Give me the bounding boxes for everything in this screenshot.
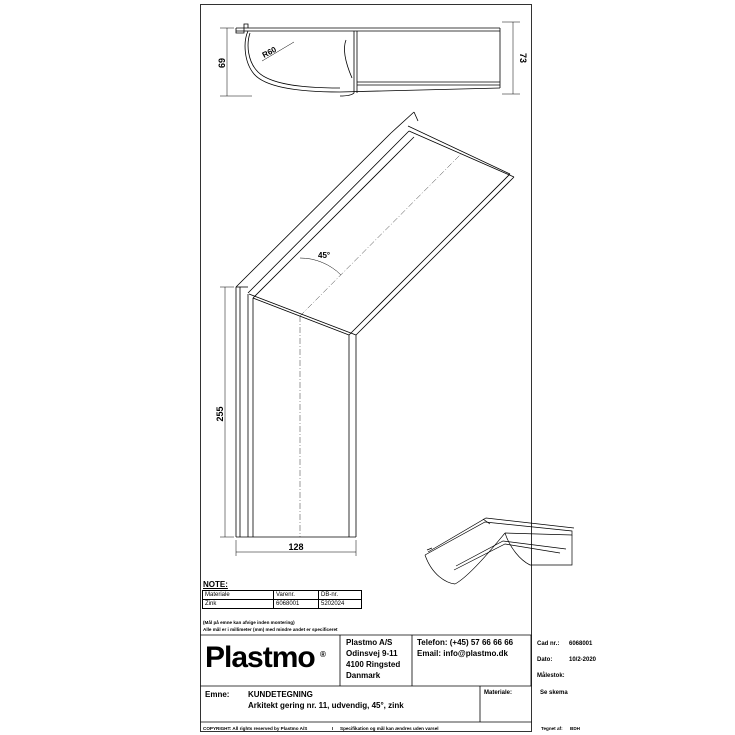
dim-width: 128 [288,542,304,552]
gutter-isometric-sketch [425,518,574,584]
spec-header-item-no: Varenr. [274,591,319,600]
company-phone: Telefon: (+45) 57 66 66 66 [417,638,514,647]
subject-description: Arkitekt gering nr. 11, udvendig, 45°, zink [248,701,404,710]
subject-title: KUNDETEGNING [248,690,313,699]
cad-number-value: 6068001 [569,641,593,647]
registered-mark-icon: ® [320,650,326,659]
note-title: NOTE: [203,580,228,589]
footer-separator: I [332,726,334,731]
date-label: Dato: [537,657,553,663]
plastmo-logo: Plastmo [205,641,315,674]
dim-angle: 45° [318,251,331,260]
copyright-text: COPYRIGHT: All rights reserved by Plastmo A/S [203,726,308,731]
spec-table-header [203,591,362,600]
spec-cell-item-no: 6068001 [274,600,319,609]
dim-height-right: 73 [518,52,528,64]
note-remark-units: Alle mål er i millimeter (mm) med mindre andet er specificeret [203,627,338,632]
date-value: 10/2-2020 [569,657,597,663]
drawn-by-label: Tegnet af: [541,726,563,731]
company-street: Odinsvej 9-11 [346,649,398,658]
footer-notice: Specifikation og mål kan ændres uden varsel [340,726,439,731]
company-email: Email: info@plastmo.dk [417,649,508,658]
company-city: 4100 Ringsted [346,660,401,669]
spec-cell-db-no: 5202024 [319,600,362,609]
drawn-by-value: BDH [570,726,580,731]
spec-table-row [203,600,362,609]
company-name: Plastmo A/S [346,638,393,647]
scale-label: Målestok: [537,673,565,679]
spec-table [202,590,362,609]
spec-header-db-no: DB-nr. [319,591,362,600]
cad-number-label: Cad nr.: [537,641,560,647]
material-label: Materiale: [484,690,513,696]
material-value: Se skema [540,690,568,696]
gutter-plan-view [220,112,514,556]
note-remark-tolerance: (Mål på emne kan afvige inden montering) [203,620,295,625]
spec-header-material: Materiale [203,591,274,600]
dim-height-left: 69 [217,57,227,69]
subject-label: Emne: [205,690,230,699]
spec-cell-material: Zink [203,600,274,609]
company-country: Danmark [346,671,381,680]
dim-radius: R60 [260,44,278,60]
dim-length: 255 [215,406,225,422]
